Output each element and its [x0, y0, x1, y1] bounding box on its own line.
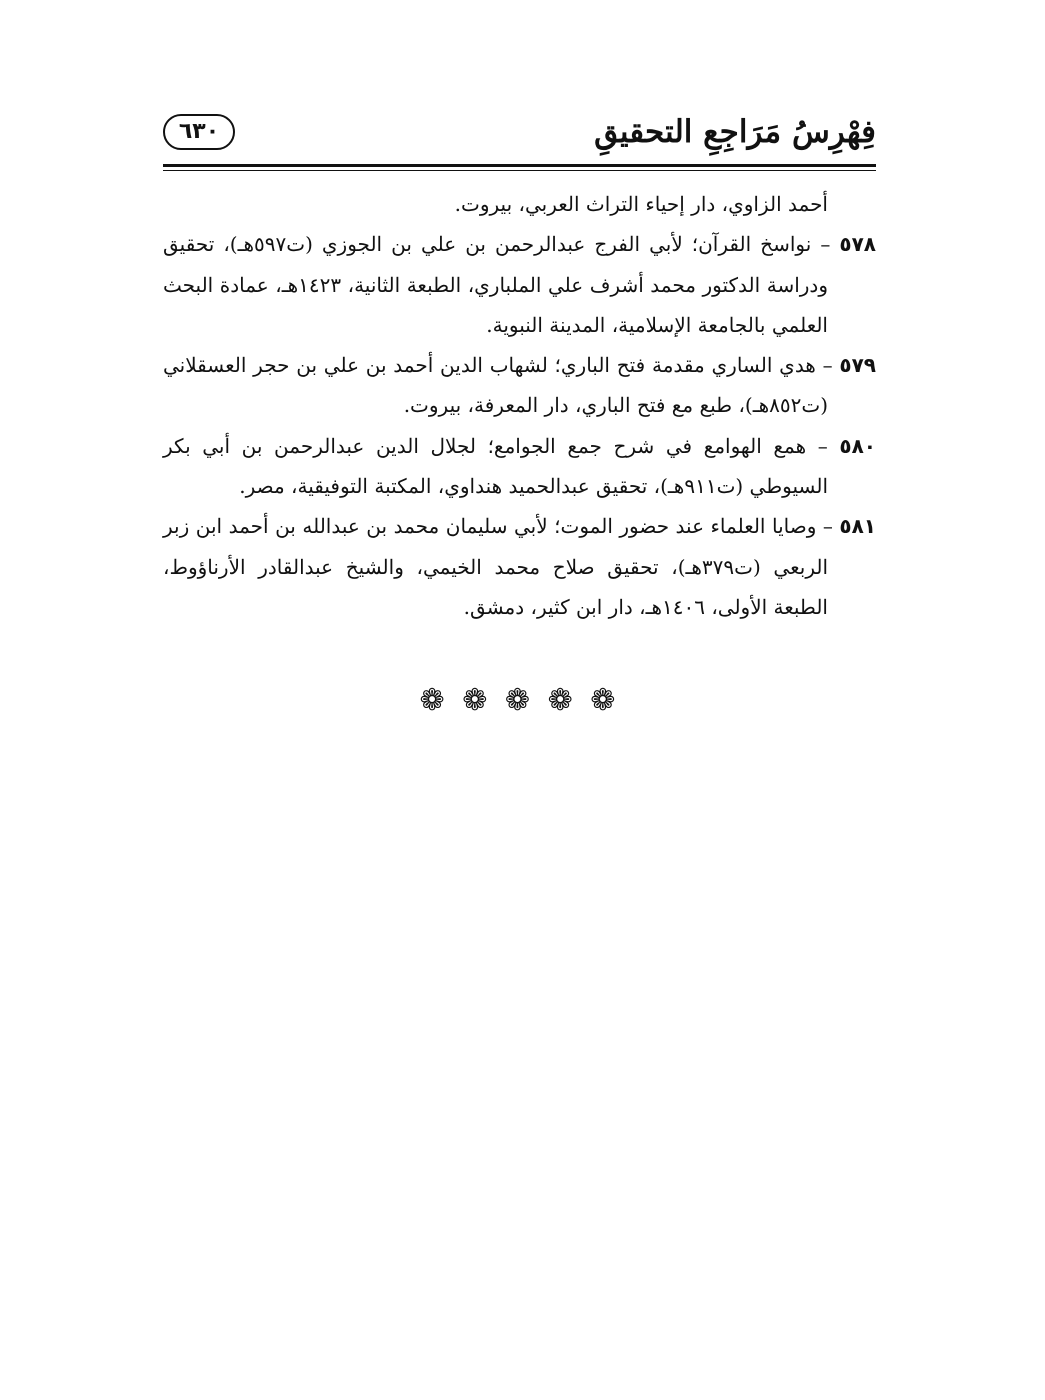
entry-dash: – [811, 232, 831, 257]
entry-number: ٥٧٨ [839, 232, 876, 257]
bibliography-entries [163, 184, 876, 627]
page-number: ٦٣٠ [163, 114, 235, 150]
entry-number: ٥٨٠ [839, 433, 876, 458]
entry-text: هدي الساري مقدمة فتح الباري؛ لشهاب الدين أحمد بن علي بن حجر العسقلاني (ت٨٥٢هـ)، طبع مع فتح الباري، دار المعرفة، بيروت. [163, 353, 828, 418]
page-header [163, 108, 876, 160]
ornament-icon: ❁ [547, 683, 577, 718]
bibliography-entry [163, 224, 876, 345]
end-ornament [163, 683, 876, 718]
entry-number: ٥٧٩ [839, 353, 877, 378]
entry-text: وصايا العلماء عند حضور الموت؛ لأبي سليمان محمد بن عبدالله بن أحمد ابن زبر الربعي (ت٣٧٩هـ)، تحقيق صلاح محمد الخيمي، والشيخ عبدالقادر الأرناؤوط، الطبعة الأولى، ١٤٠٦هـ، دار ابن كثير، دمشق. [163, 514, 828, 619]
ornament-icon: ❁ [590, 683, 620, 718]
entry-dash: – [815, 353, 833, 378]
ornament-icon: ❁ [504, 683, 535, 718]
header-rule-thin [163, 170, 876, 171]
ornament-icon: ❁ [419, 683, 449, 718]
ornament-icon: ❁ [462, 683, 492, 718]
running-title: فِهْرِسُ مَرَاجِعِ التحقيقِ [594, 114, 876, 150]
bibliography-entry [163, 345, 876, 426]
bibliography-entry [163, 426, 876, 507]
entry-dash: – [816, 514, 833, 539]
bibliography-entry [163, 506, 876, 627]
entry-number: ٥٨١ [839, 514, 877, 539]
entry-dash: – [806, 433, 828, 458]
header-rule-thick [163, 164, 876, 167]
continued-entry-text: أحمد الزاوي، دار إحياء التراث العربي، بيروت. [454, 192, 828, 216]
entry-text: نواسخ القرآن؛ لأبي الفرج عبدالرحمن بن علي بن الجوزي (ت٥٩٧هـ)، تحقيق ودراسة الدكتور محمد أشرف علي الملباري، الطبعة الثانية، ١٤٢٣هـ، عمادة البحث العلمي بالجامعة الإسلامية، المدينة النبوية. [163, 232, 828, 337]
entry-text: همع الهوامع في شرح جمع الجوامع؛ لجلال الدين عبدالرحمن بن أبي بكر السيوطي (ت٩١١هـ)، تحقيق عبدالحميد هنداوي، المكتبة التوفيقية، مصر. [163, 433, 828, 499]
